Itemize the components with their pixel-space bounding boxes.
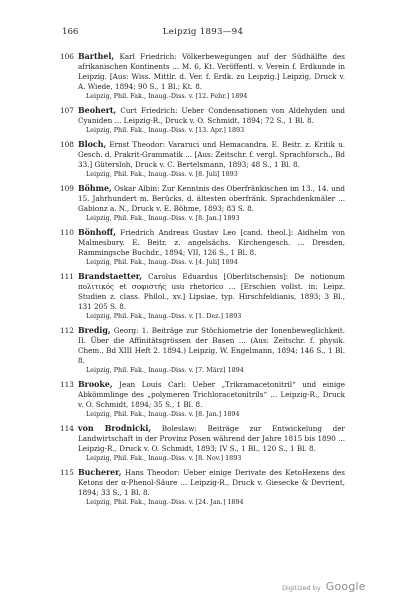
author-name: Bredig, bbox=[78, 326, 111, 335]
entry-text bbox=[78, 272, 345, 312]
entry-number: 114 bbox=[60, 424, 74, 433]
entry-number: 110 bbox=[60, 228, 74, 237]
page-number: 166 bbox=[62, 27, 79, 37]
entry-description: Ernst Theodor: Vararuci und Hemacandra. E. Beitr. z. Kritik u. Gesch. d. Prakrit-Grammatik ... [Aus: Zeitschr. f. vergl. Sprachforsch., Bd 33.] Gütersloh, Druck v. C. Bertelsmann, 1893; 48 S., 1 Bl. 8. bbox=[78, 140, 345, 169]
author-name: Bloch, bbox=[78, 140, 107, 149]
entry-description: Oskar Albin: Zur Kenntnis des Oberfränkischen im 13., 14. und 15. Jahrhundert m. Berücks. d. ältesten oberfränk. Sprachdenkmäler ... Gabionz a. N., Druck v. E. Böhme, 1893; 83 S. 8. bbox=[78, 184, 345, 213]
list-item bbox=[60, 52, 345, 101]
list-item bbox=[60, 272, 345, 321]
entry-text bbox=[78, 228, 345, 258]
entry-description: Jean Louis Carl: Ueber „Trikramacetonitril“ und einige Abkömmlinge des „polymeren Trichloracetonitrils“ ... Leipzig-R., Druck v. O. Schmidt, 1894; 35 S., 1 Bl. 8. bbox=[78, 380, 345, 409]
entry-meta: Leipzig, Phil. Fak., Inaug.-Diss. v. [8. Jan.] 1893 bbox=[86, 214, 240, 222]
list-item bbox=[60, 424, 345, 463]
entry-meta: Leipzig, Phil. Fak., Inaug.-Diss. v. [7. März] 1894 bbox=[86, 366, 244, 374]
entry-text bbox=[78, 424, 345, 454]
list-item bbox=[60, 326, 345, 375]
list-item bbox=[60, 184, 345, 223]
list-item bbox=[60, 380, 345, 419]
entry-description: Curt Friedrich: Ueber Condensationen von Aldehyden und Cyaniden ... Leipzig-R., Druck v. O. Schmidt, 1894; 72 S., 1 Bl. 8. bbox=[78, 106, 345, 125]
entry-number: 109 bbox=[60, 184, 74, 193]
entry-number: 111 bbox=[60, 272, 74, 281]
entry-meta: Leipzig, Phil. Fak., Inaug.-Diss. v. [12. Febr.] 1894 bbox=[86, 92, 248, 100]
author-name: Barthel, bbox=[78, 52, 115, 61]
digitized-by-google-watermark bbox=[282, 575, 366, 594]
entry-description: Georg: 1. Beiträge zur Stöchiometrie der Ionenbeweglichkeit. II. Über die Affinitätsgrössen der Basen ... (Aus: Zeitschr. f. physik. Chem., Bd XIII Heft 2. 1894.) Leipzig, W. Engelmann, 1894; 146 S., 1 Bl. 8. bbox=[78, 326, 345, 365]
google-logo: Google bbox=[325, 580, 366, 593]
entry-meta: Leipzig, Phil. Fak., Inaug.-Diss. v. [24. Jan.] 1894 bbox=[86, 498, 244, 506]
list-item bbox=[60, 468, 345, 507]
entry-description: Boleslaw: Beiträge zur Entwickelung der Landwirtschaft in der Provinz Posen während der Jahre 1815 bis 1890 ... Leipzig-R., Druck v. O. Schmidt, 1893; IV S., 1 Bl., 120 S., 1 Bl. 8. bbox=[78, 424, 345, 453]
entry-number: 113 bbox=[60, 380, 74, 389]
entry-text bbox=[78, 140, 345, 170]
entry-meta: Leipzig, Phil. Fak., Inaug.-Diss. v. [8. Juli] 1893 bbox=[86, 170, 238, 178]
entry-text bbox=[78, 106, 345, 126]
entry-text bbox=[78, 468, 345, 498]
list-item bbox=[60, 140, 345, 179]
list-item bbox=[60, 228, 345, 267]
author-name: Beohert, bbox=[78, 106, 117, 115]
author-name: Bönhoff, bbox=[78, 228, 116, 237]
entry-description: Friedrich Andreas Gustav Leo [cand. theol.]: Aidhelm von Malmesbury. E. Beitr. z. angelsächs. Kirchengesch. ... Dresden, Rammingsche Buchdr., 1894; VII, 126 S., 1 Bl. 8. bbox=[78, 228, 345, 257]
entry-meta: Leipzig, Phil. Fak., Inaug.-Diss. v. [13. Apr.] 1893 bbox=[86, 126, 245, 134]
entry-text bbox=[78, 326, 345, 366]
entry-text bbox=[78, 380, 345, 410]
entry-description: Carolus Eduardus [Oberlitschensis]: De notionum πολιτικός et σοφιστής usu rhetorico ... [Erschien vollst. in: Leipz. Studien z. class. Philol., xv.] Lipsiae, typ. Hirschfeldianis, 1893; 3 Bl., 131 205 S. 8. bbox=[78, 272, 345, 311]
entry-description: Hans Theodor: Ueber einige Derivate des KetoHexens des Ketons der α-Phenol-Säure ... Leipzig-R., Druck v. Giesecke & Devrient, 1894; 33 S., 1 Bl. 8. bbox=[78, 468, 345, 497]
entry-meta: Leipzig, Phil. Fak., Inaug.-Diss. v. [8. Jan.] 1894 bbox=[86, 410, 240, 418]
entry-number: 106 bbox=[60, 52, 74, 61]
author-name: Brooke, bbox=[78, 380, 113, 389]
entry-meta: Leipzig, Phil. Fak., Inaug.-Diss. v. [4. Juli] 1894 bbox=[86, 258, 238, 266]
running-title: Leipzig 1893—94 bbox=[162, 27, 244, 37]
author-name: von Brodnicki, bbox=[78, 424, 152, 433]
entry-text bbox=[78, 184, 345, 214]
entry-number: 107 bbox=[60, 106, 74, 115]
entry-meta: Leipzig, Phil. Fak., Inaug.-Diss. v. [8. Nov.] 1893 bbox=[86, 454, 242, 462]
entry-text bbox=[78, 52, 345, 92]
list-item bbox=[60, 106, 345, 135]
entry-number: 108 bbox=[60, 140, 74, 149]
author-name: Brandstaetter, bbox=[78, 272, 143, 281]
watermark-prefix: Digitized by bbox=[282, 584, 321, 592]
entry-number: 115 bbox=[60, 468, 74, 477]
entry-meta: Leipzig, Phil. Fak., Inaug.-Diss. v. [1. Dez.] 1893 bbox=[86, 312, 242, 320]
entry-description: Karl Friedrich: Völkerbewegungen auf der Südhälfte des afrikanischen Kontinents ... M. 6, Kt. Veröffentl. v. Verein f. Erdkunde in Leipzig. [Aus: Wiss. Mittlr. d. Ver. f. Erdk. zu Leipzig.] Leipzig, Druck v. A. Wiede, 1894; 90 S., 1 Bl.; Kt. 8. bbox=[78, 52, 345, 91]
author-name: Böhme, bbox=[78, 184, 112, 193]
author-name: Bucherer, bbox=[78, 468, 122, 477]
entry-list bbox=[60, 52, 345, 512]
entry-number: 112 bbox=[60, 326, 74, 335]
